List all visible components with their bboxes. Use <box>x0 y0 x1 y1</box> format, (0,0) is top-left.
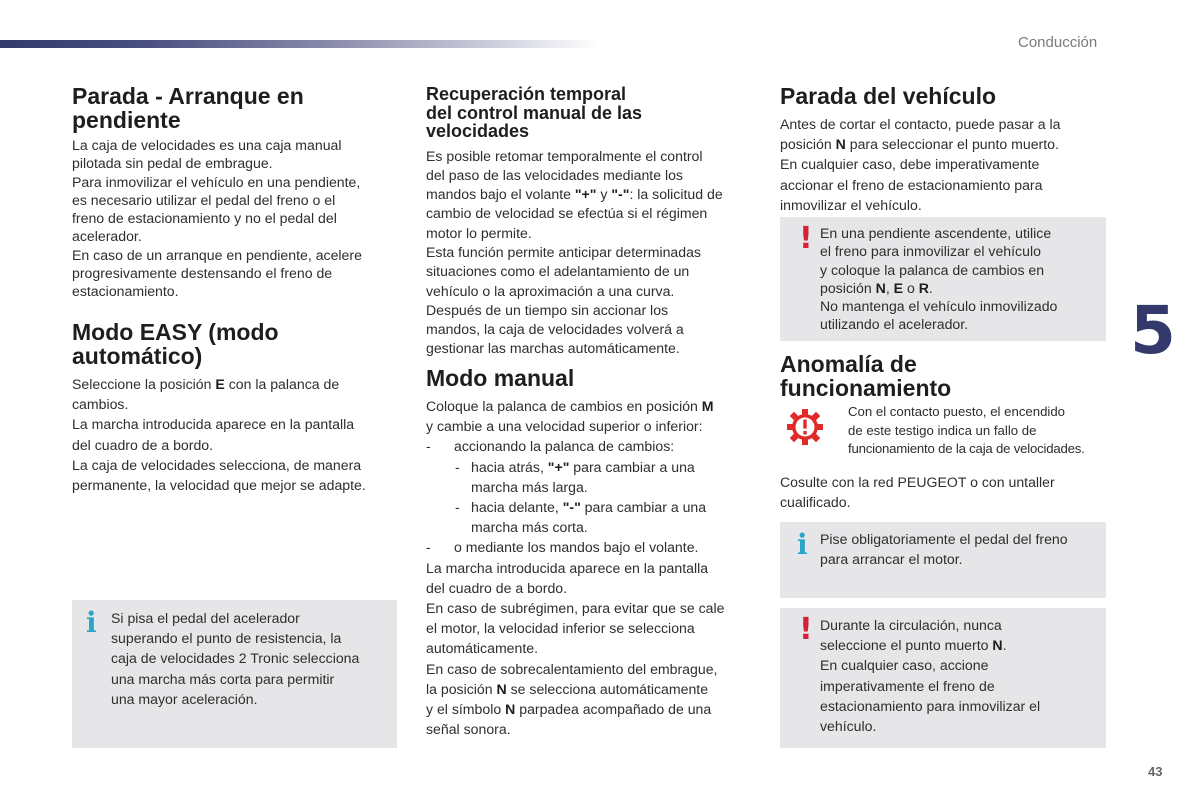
manual-mode-list <box>426 436 756 557</box>
body-modo-manual: Coloque la palanca de cambios en posición M y cambie a una velocidad superior o inferior: - accionando la palanca de cambios: - hacia atrás, "+" para cambiar a una marcha más larga. - hacia delante, "-" para cambiar a una marcha más corta. - o mediante los mandos bajo el volante. La marcha introducida aparece en la pantalla del cuadro de a bordo. En caso de subrégimen, para evitar que se cale el motor, la velocidad inferior se selecciona automáticamente. En caso de sobrecalentamiento del embrague, la posición N se selecciona automáticamente y el símbolo N parpadea acompañado de una señal sonora. <box>426 396 756 739</box>
gearbox-fault-icon <box>786 408 826 448</box>
heading-modo-easy: Modo EASY (modo automático) <box>72 319 279 369</box>
heading-parada-arranque: Parada - Arranque en pendiente <box>72 83 304 133</box>
heading-parada-vehiculo: Parada del vehículo <box>780 83 997 109</box>
body-modo-easy: Seleccione la posición E con la palanca de cambios. La marcha introducida aparece en la pantalla del cuadro de a bordo. La caja de velocidades selecciona, de manera permanente, la velocidad que mejor se adapte. <box>72 376 366 494</box>
fault-icon-description: Con el contacto puesto, el encendido de este testigo indica un fallo de funcionamiento de la caja de velocidades. <box>848 404 1085 456</box>
warning-note-slope <box>780 217 1106 341</box>
warning-note-text: En una pendiente ascendente, utilice el freno para inmovilizar el vehículo y coloque la palanca de cambios en posición N, E o R. No mantenga el vehículo inmovilizado utilizando el acelerador. <box>820 225 1058 333</box>
heading-modo-manual: Modo manual <box>426 365 575 391</box>
page-number: 43 <box>1148 764 1163 779</box>
warning-note-neutral <box>780 608 1106 748</box>
info-note-accelerator <box>72 600 397 748</box>
header-gradient-bar <box>0 40 600 48</box>
info-note-brake <box>780 522 1106 598</box>
section-title: Conducción <box>1018 34 1098 51</box>
body-anomalia: Cosulte con la red PEUGEOT o con untaller cualificado. <box>780 474 1055 511</box>
section-anomalia <box>780 352 1110 400</box>
warning-icon: ! <box>799 221 813 256</box>
warning-note-text: Durante la circulación, nunca seleccione el punto muerto N. En cualquier caso, accione imperativamente el freno de estacionamiento para inmovilizar el vehículo. <box>820 617 1041 735</box>
info-note-text: Pise obligatoriamente el pedal del freno para arrancar el motor. <box>820 531 1068 568</box>
body-parada-arranque: La caja de velocidades es una caja manual pilotada sin pedal de embrague. Para inmovilizar el vehículo en una pendiente, es necesario utilizar el pedal del freno o el freno de estacionamiento y no el pedal del acelerador. En caso de un arranque en pendiente, acelere progresivamente destensando el freno de estacionamiento. <box>72 137 362 300</box>
body-recuperacion-temporal: Es posible retomar temporalmente el control del paso de las velocidades mediante los mandos bajo el volante "+" y "-": la solicitud de cambio de velocidad se efectúa si el régimen motor lo permite. Esta función permite anticipar determinadas situaciones como el adelantamiento de un vehículo o la aproximación a una curva. Después de un tiempo sin accionar los mandos, la caja de velocidades volverá a gestionar las marchas automáticamente. <box>426 147 723 357</box>
list-item: - hacia delante, "-" para cambiar a una marcha más corta. <box>455 499 707 536</box>
sub-list <box>426 457 756 538</box>
section-parada-arranque <box>72 84 402 301</box>
info-note-text: Si pisa el pedal del acelerador superando el punto de resistencia, la caja de velocidades 2 Tronic selecciona una marcha más corta para permitir una mayor aceleración. <box>111 610 360 707</box>
section-recuperacion-temporal <box>426 85 756 359</box>
chapter-number: 5 <box>1130 292 1176 369</box>
info-icon: i <box>797 528 808 561</box>
warning-icon: ! <box>799 612 813 647</box>
list-item: - o mediante los mandos bajo el volante. <box>426 539 699 556</box>
section-parada-vehiculo <box>780 84 1110 215</box>
info-icon: i <box>86 606 97 639</box>
list-item: - hacia atrás, "+" para cambiar a una marcha más larga. <box>455 458 695 495</box>
body-parada-vehiculo: Antes de cortar el contacto, puede pasar a la posición N para seleccionar el punto muerto. En cualquier caso, debe imperativamente accionar el freno de estacionamiento para inmovilizar el vehículo. <box>780 116 1061 213</box>
list-item: - accionando la palanca de cambios: - hacia atrás, "+" para cambiar a una marcha más larga. - hacia delante, "-" para cambiar a una marcha más corta. <box>426 436 756 537</box>
heading-recuperacion-temporal: Recuperación temporal del control manual de las velocidades <box>426 84 643 141</box>
section-modo-manual <box>426 366 756 739</box>
heading-anomalia: Anomalía de funcionamiento <box>780 351 952 401</box>
section-modo-easy <box>72 320 402 495</box>
